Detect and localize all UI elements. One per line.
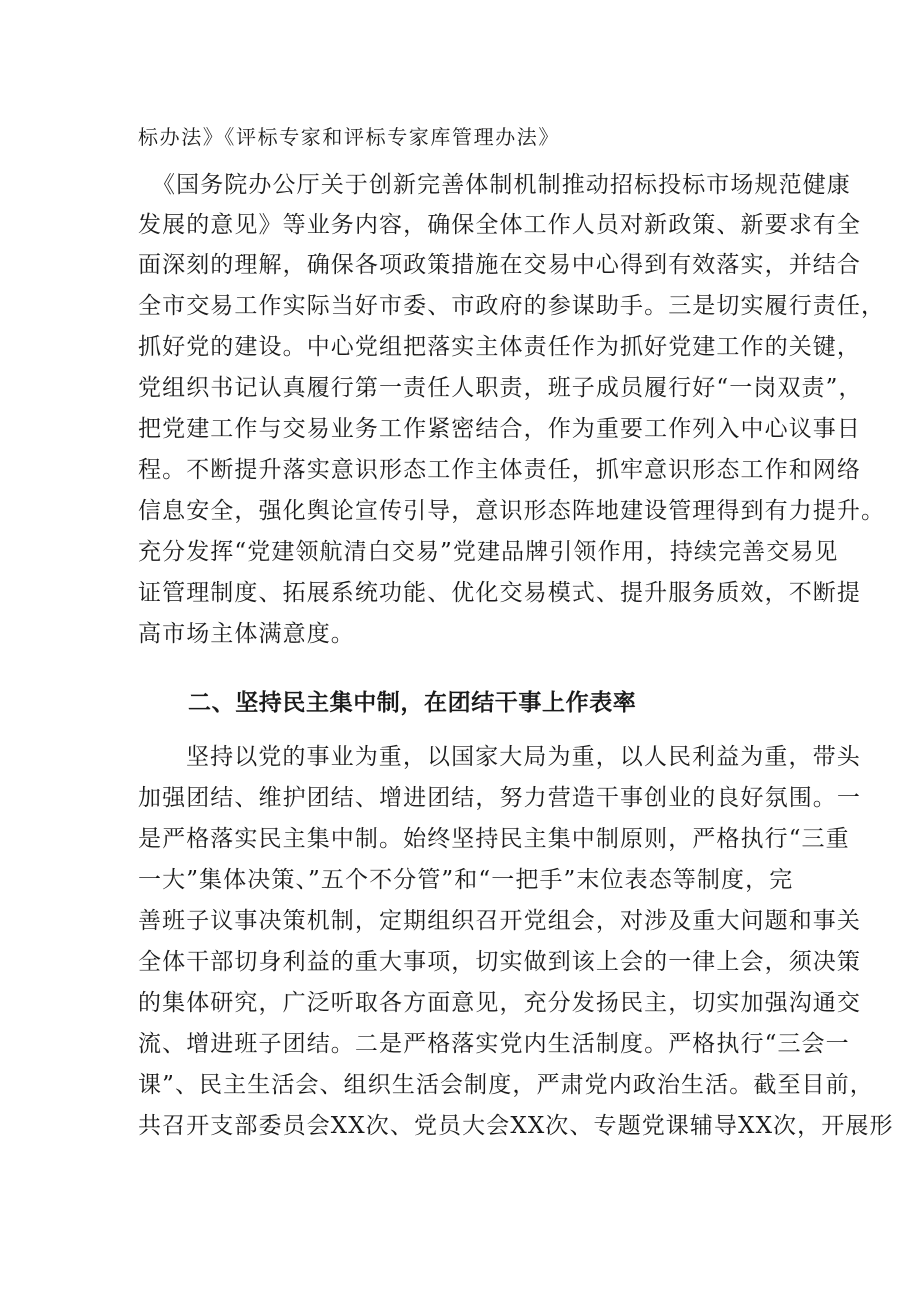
paragraph-line: 发展的意见》等业务内容，确保全体工作人员对新政策、新要求有全 (138, 212, 861, 238)
paragraph-line: 善班子议事决策机制，定期组织召开党组会，对涉及重大问题和事关 (138, 908, 861, 934)
paragraph-line: 加强团结、维护团结、增进团结，努力营造干事创业的良好氛围。一 (138, 785, 861, 811)
paragraph-line: 高市场主体满意度。 (138, 621, 355, 647)
paragraph-line: 面深刻的理解，确保各项政策措施在交易中心得到有效落实，并结合 (138, 252, 861, 278)
section-heading: 二、坚持民主集中制，在团结干事上作表率 (188, 690, 637, 716)
paragraph-line: 充分发挥“党建领航清白交易”党建品牌引领作用，持续完善交易见 (138, 539, 839, 565)
paragraph-line: 全市交易工作实际当好市委、市政府的参谋助手。三是切实履行责任， (138, 293, 886, 319)
paragraph-line: 共召开支部委员会XX次、党员大会XX次、专题党课辅导XX次，开展形 (138, 1113, 894, 1139)
paragraph-line: 课”、民主生活会、组织生活会制度，严肃党内政治生活。截至目前， (138, 1072, 874, 1098)
paragraph-line: 《国务院办公厅关于创新完善体制机制推动招标投标市场规范健康 (152, 172, 851, 198)
paragraph-line: 标办法》《评标专家和评标专家库管理办法》 (138, 125, 560, 149)
paragraph-line: 程。不断提升落实意识形态工作主体责任，抓牢意识形态工作和网络 (138, 457, 861, 483)
paragraph-line: 的集体研究，广泛听取各方面意见，充分发扬民主，切实加强沟通交 (138, 990, 861, 1016)
paragraph-line: 全体干部切身利益的重大事项，切实做到该上会的一律上会，须决策 (138, 949, 861, 975)
paragraph-line: 信息安全，强化舆论宣传引导，意识形态阵地建设管理得到有力提升。 (138, 498, 886, 524)
paragraph-line: 证管理制度、拓展系统功能、优化交易模式、提升服务质效，不断提 (138, 580, 861, 606)
paragraph-line: 抓好党的建设。中心党组把落实主体责任作为抓好党建工作的关键， (138, 334, 861, 360)
paragraph-line: 把党建工作与交易业务工作紧密结合，作为重要工作列入中心议事日 (138, 416, 861, 442)
paragraph-line: 党组织书记认真履行第一责任人职责，班子成员履行好“一岗双责”， (138, 375, 863, 401)
paragraph-line: 坚持以党的事业为重，以国家大局为重，以人民利益为重，带头 (186, 744, 861, 770)
paragraph-line: 是严格落实民主集中制。始终坚持民主集中制原则，严格执行“三重 (138, 826, 850, 852)
paragraph-line: 流、增进班子团结。二是严格落实党内生活制度。严格执行“三会一 (138, 1031, 850, 1057)
paragraph-line: 一大”集体决策、”五个不分管”和“一把手”末位表态等制度，完 (138, 867, 794, 893)
